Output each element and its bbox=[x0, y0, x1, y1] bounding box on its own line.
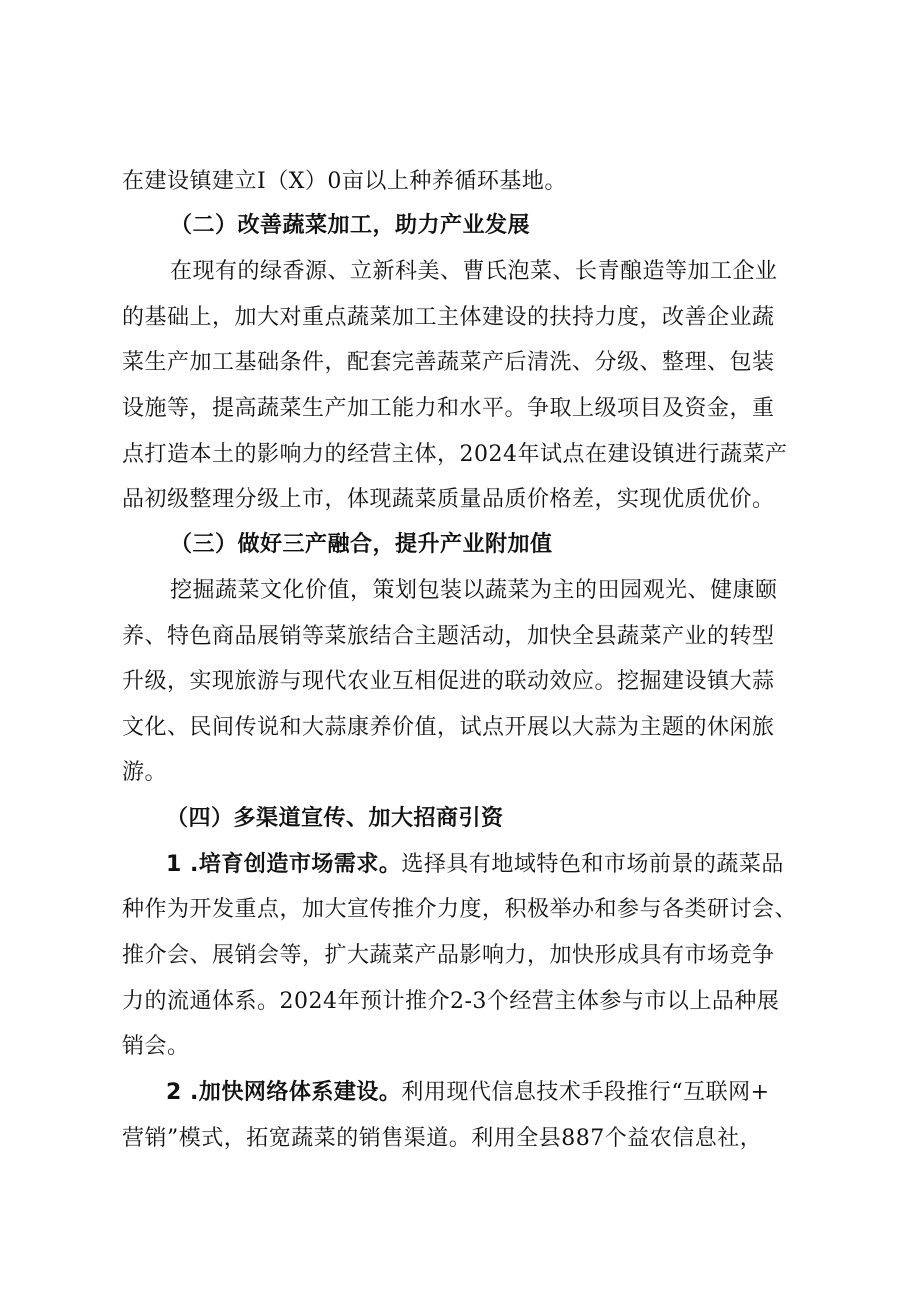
paragraph-line: 销会。 bbox=[122, 1034, 190, 1059]
paragraph-line: 品初级整理分级上市，体现蔬菜质量品质价格差，实现优质优价。 bbox=[122, 487, 775, 512]
section-heading-2: （二）改善蔬菜加工，助力产业发展 bbox=[170, 213, 531, 238]
paragraph-line: 种作为开发重点，加大宣传推介力度，积极举办和参与各类研讨会、 bbox=[122, 897, 798, 922]
paragraph-line: 游。 bbox=[122, 760, 168, 785]
paragraph-line: 的基础上，加大对重点蔬菜加工主体建设的扶持力度，改善企业蔬 bbox=[122, 305, 775, 330]
item-text: 利用现代信息技术手段推行“互联网+ bbox=[401, 1080, 770, 1105]
paragraph-line: 养、特色商品展销等菜旅结合主题活动，加快全县蔬菜产业的转型 bbox=[122, 624, 775, 649]
paragraph-line: 挖掘蔬菜文化价值，策划包装以蔬菜为主的田园观光、健康颐 bbox=[170, 578, 778, 603]
item-text: 选择具有地域特色和市场前景的蔬菜品 bbox=[401, 852, 784, 877]
paragraph-line: 点打造本土的影响力的经营主体，2024年试点在建设镇进行蔬菜产 bbox=[122, 442, 788, 467]
paragraph-line: 在现有的绿香源、立新科美、曹氏泡菜、长青酿造等加工企业 bbox=[170, 259, 778, 284]
section-heading-4: （四）多渠道宣传、加大招商引资 bbox=[166, 806, 504, 831]
numbered-item-2 bbox=[166, 1078, 770, 1108]
paragraph-line: 在建设镇建立I（X）0亩以上种养循环基地。 bbox=[122, 169, 567, 194]
paragraph-line: 菜生产加工基础条件，配套完善蔬菜产后清洗、分级、整理、包装 bbox=[122, 350, 775, 375]
paragraph-line: 推介会、展销会等，扩大蔬菜产品影响力，加快形成具有市场竞争 bbox=[122, 943, 775, 968]
paragraph-line: 力的流通体系。2024年预计推介2-3个经营主体参与市以上品种展 bbox=[122, 989, 780, 1014]
paragraph-line: 升级，实现旅游与现代农业互相促进的联动效应。挖掘建设镇大蒜 bbox=[122, 669, 775, 694]
paragraph-line: 设施等，提高蔬菜生产加工能力和水平。争取上级项目及资金，重 bbox=[122, 396, 775, 421]
item-lead: 2 .加快网络体系建设。 bbox=[166, 1080, 402, 1105]
section-heading-3: （三）做好三产融合，提升产业附加值 bbox=[170, 532, 553, 557]
paragraph-line: 文化、民间传说和大蒜康养价值，试点开展以大蒜为主题的休闲旅 bbox=[122, 715, 775, 740]
item-lead: 1 .培育创造市场需求。 bbox=[166, 852, 402, 877]
paragraph-line: 营销”模式，拓宽蔬菜的销售渠道。利用全县887个益农信息社， bbox=[122, 1126, 763, 1151]
numbered-item-1 bbox=[166, 850, 784, 880]
